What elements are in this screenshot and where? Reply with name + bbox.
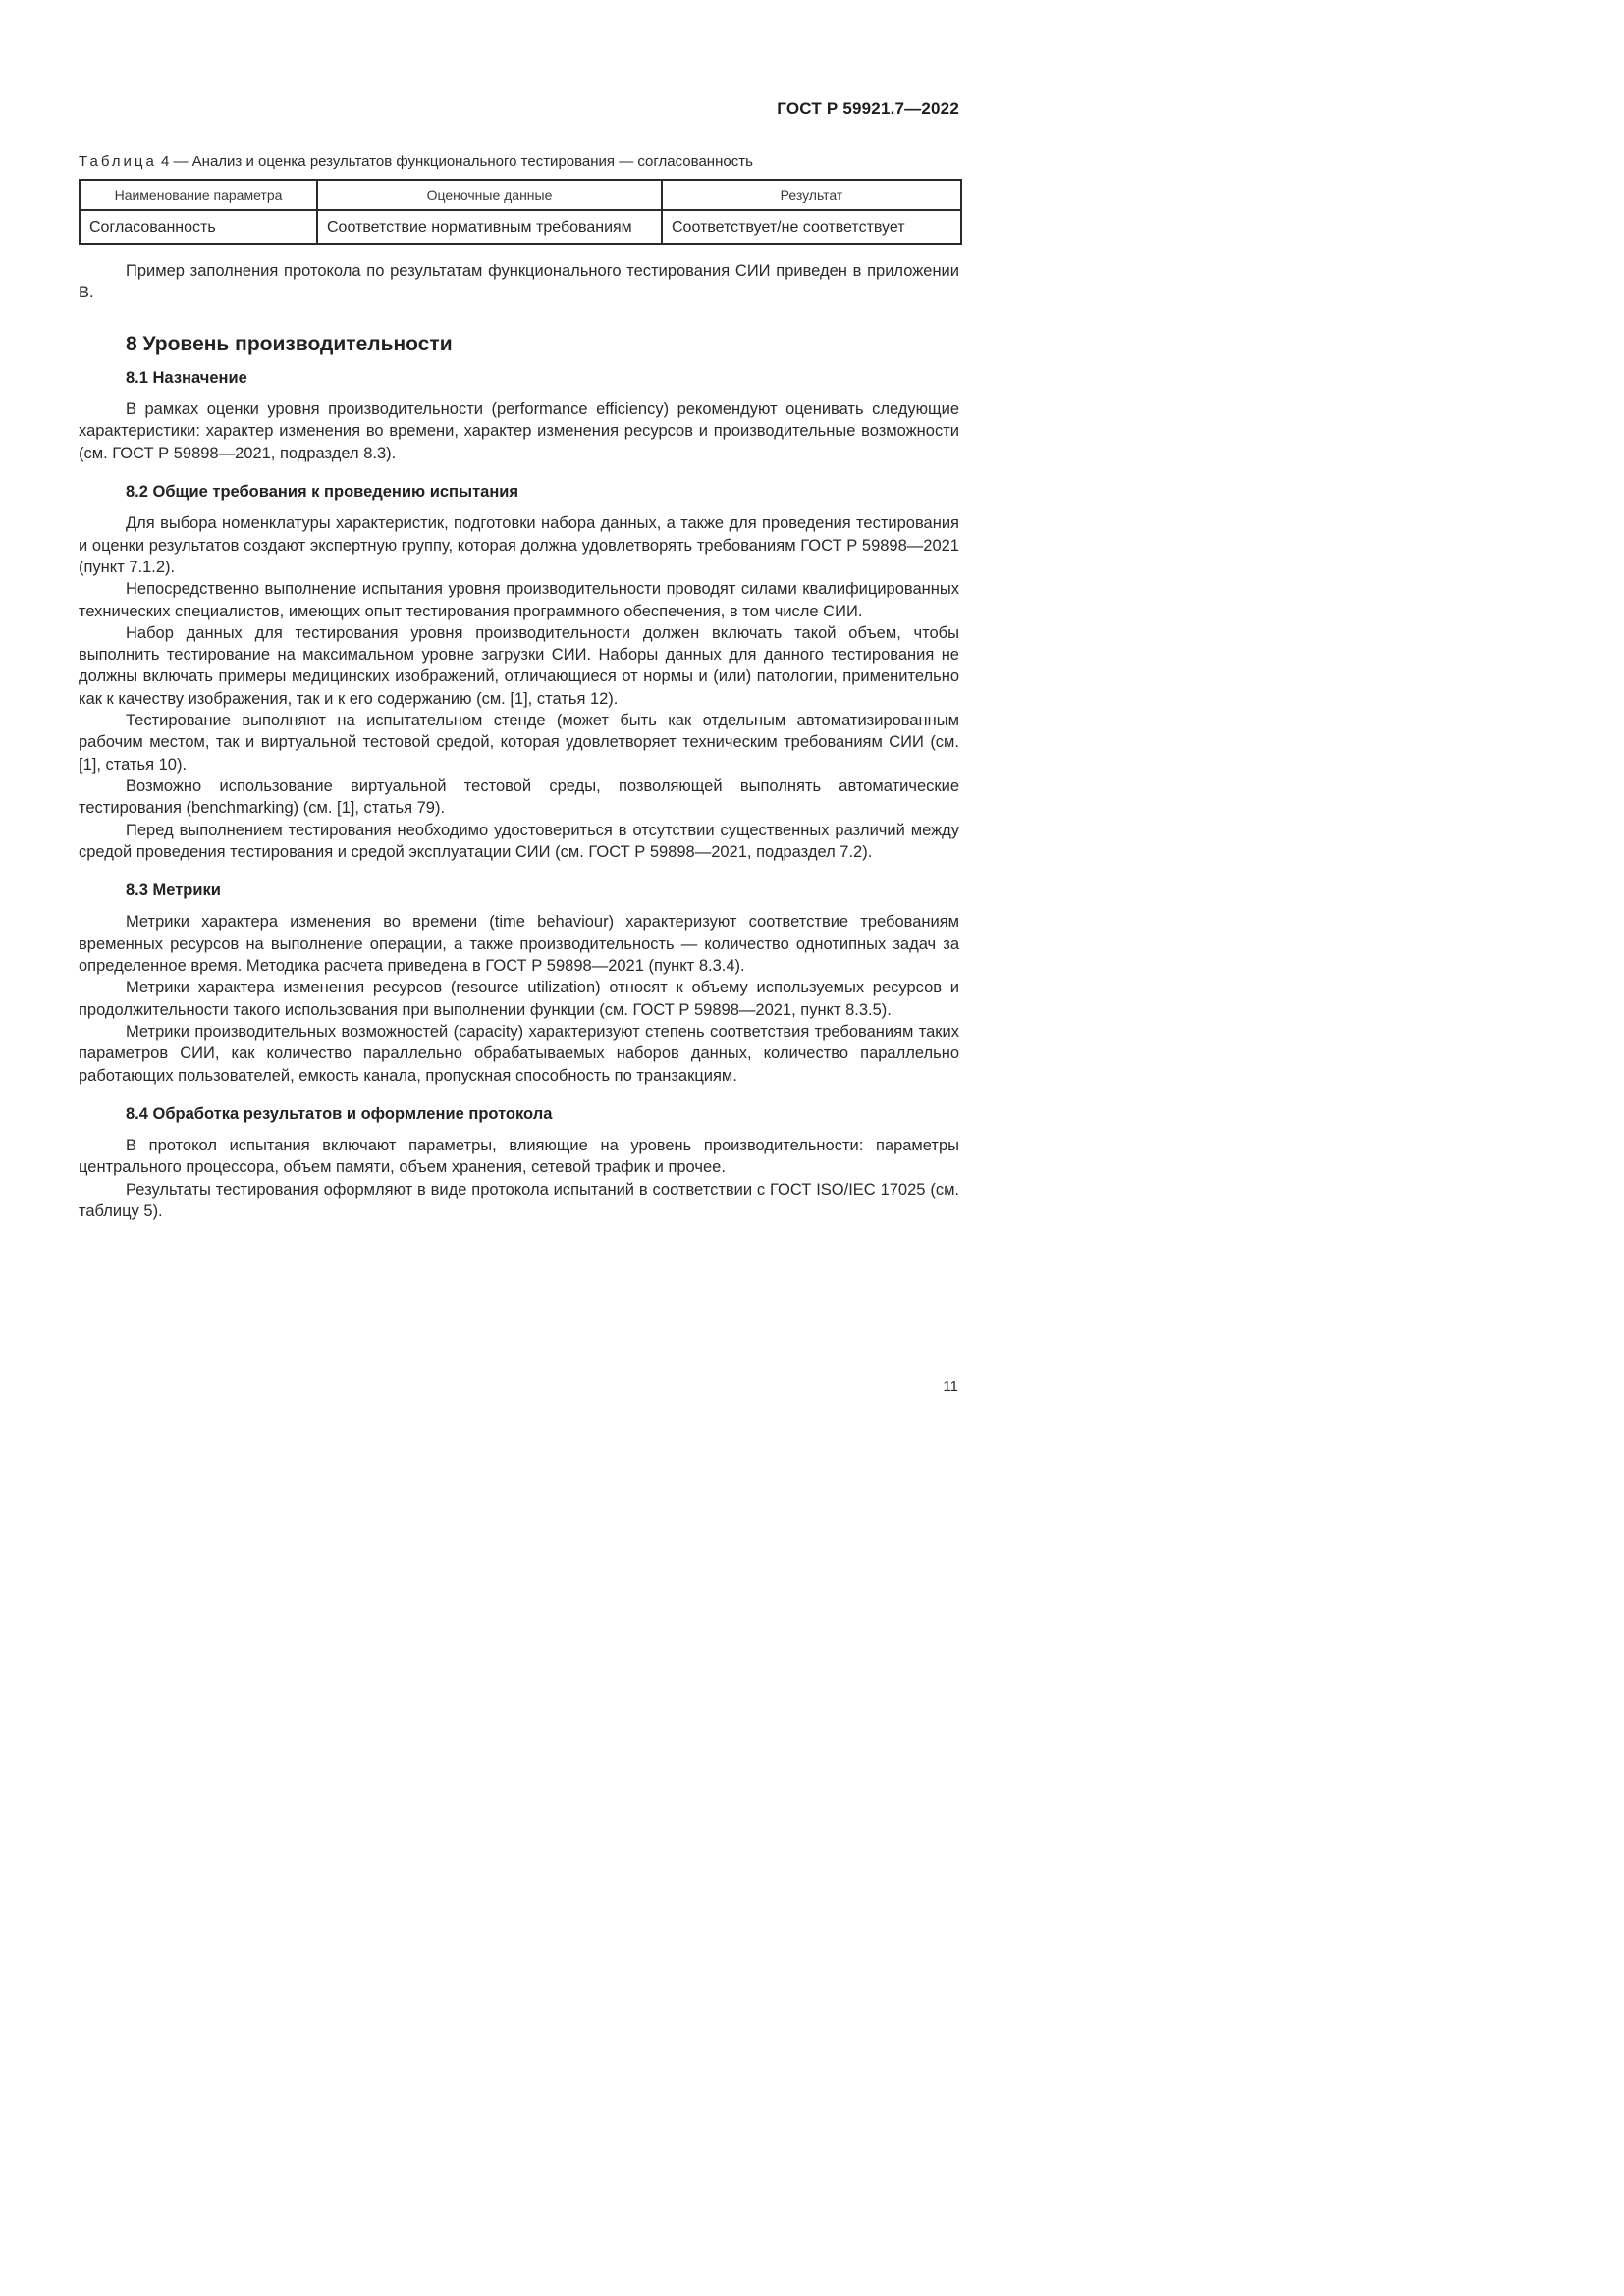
parameters-table (79, 179, 962, 245)
document-code: ГОСТ Р 59921.7—2022 (777, 99, 959, 118)
table-cell: Согласованность (80, 210, 317, 244)
table-cell: Соответствие нормативным требованиям (317, 210, 662, 244)
paragraph: Тестирование выполняют на испытательном стенде (может быть как отдельным автоматизированным рабочим местом, так и виртуальной тестовой средой, которая удовлетворяет техническим требованиям СИИ (см. [1], статья 10). (79, 712, 959, 774)
paragraph: Метрики производительных возможностей (capacity) характеризуют степень соответствия требованиям таких параметров СИИ, как количество параллельно обрабатываемых наборов данных, количество параллельно работающих пользователей, емкость канала, пропускная способность по транзакциям. (79, 1022, 959, 1085)
section-heading: 8 Уровень производительности (126, 332, 453, 355)
table-row (80, 210, 961, 244)
paragraph: Непосредственно выполнение испытания уровня производительности проводят силами квалифицированных технических специалистов, имеющих опыт тестирования программного обеспечения, в том числе СИИ. (79, 580, 959, 620)
subsection-heading: 8.2 Общие требования к проведению испытания (126, 483, 519, 502)
header-cell-evaluation-data: Оценочные данные (317, 180, 662, 210)
paragraph: Метрики характера изменения ресурсов (resource utilization) относят к объему используемых ресурсов и продолжительности такого использования при выполнении функции (см. ГОСТ Р 59898—2021, пункт 8.3.5). (79, 979, 959, 1019)
header-cell-result: Результат (662, 180, 961, 210)
paragraph: Метрики характера изменения во времени (time behaviour) характеризуют соответствие требованиям временных ресурсов на выполнение операции, а также производительность — количество однотипных задач за определенное время. Методика расчета приведена в ГОСТ Р 59898—2021 (пункт 8.3.4). (79, 913, 959, 976)
page-number: 11 (943, 1378, 958, 1395)
paragraph: Набор данных для тестирования уровня производительности должен включать такой объем, чтобы выполнить тестирование на максимальном уровне загрузки СИИ. Наборы данных для данного тестирования не должны включать примеры медицинских изображений, отличающиеся от нормы и (или) патологии, применительно как к качеству изображения, так и к его содержанию (см. [1], статья 12). (79, 623, 959, 708)
subsection-heading: 8.4 Обработка результатов и оформление протокола (126, 1104, 553, 1123)
table-header-row (80, 180, 961, 210)
table-caption-prefix: Таблица (79, 153, 157, 170)
paragraph: Для выбора номенклатуры характеристик, подготовки набора данных, а также для проведения тестирования и оценки результатов создают экспертную группу, которая должна удовлетворять требованиям ГОСТ Р 59898—2021 (пункт 7.1.2). (79, 514, 959, 576)
paragraph: Пример заполнения протокола по результатам функционального тестирования СИИ приведен в приложении В. (79, 262, 959, 302)
subsection-heading: 8.3 Метрики (126, 881, 221, 900)
paragraph: Возможно использование виртуальной тестовой среды, позволяющей выполнять автоматические тестирования (benchmarking) (см. [1], статья 79). (79, 776, 959, 818)
table-cell: Соответствует/не соответствует (662, 210, 961, 244)
paragraph: В рамках оценки уровня производительности (performance efficiency) рекомендуют оценивать следующие характеристики: характер изменения во времени, характер изменения ресурсов и производительные возможности (см. ГОСТ Р 59898—2021, подраздел 8.3). (79, 400, 959, 462)
paragraph: В протокол испытания включают параметры, влияющие на уровень производительности: параметры центрального процессора, объем памяти, объем хранения, сетевой трафик и прочее. (79, 1137, 959, 1177)
subsection-heading: 8.1 Назначение (126, 368, 247, 387)
paragraph: Результаты тестирования оформляют в виде протокола испытаний в соответствии с ГОСТ ISO/IEC 17025 (см. таблицу 5). (79, 1180, 959, 1220)
header-cell-parameter-name: Наименование параметра (80, 180, 317, 210)
table-caption (79, 153, 753, 170)
document-body (79, 260, 959, 1222)
table-caption-text: 4 — Анализ и оценка результатов функционального тестирования — согласованность (156, 153, 753, 170)
paragraph: Перед выполнением тестирования необходимо удостовериться в отсутствии существенных различий между средой проведения тестирования и средой эксплуатации СИИ (см. ГОСТ Р 59898—2021, подраздел 7.2). (79, 821, 959, 861)
